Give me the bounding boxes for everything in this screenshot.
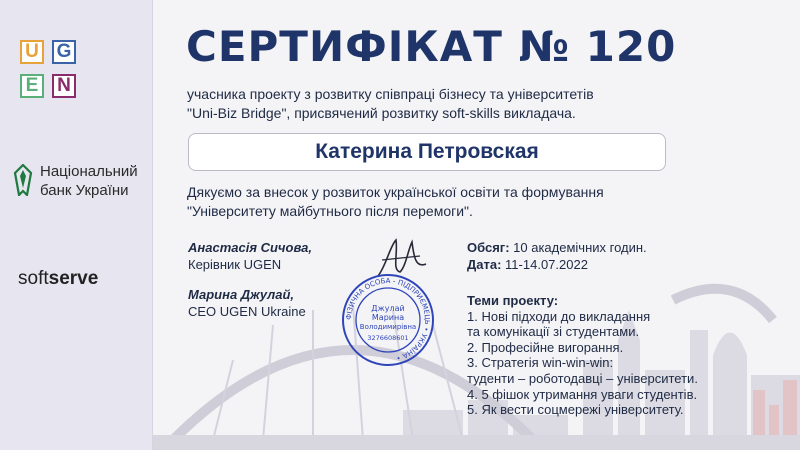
recipient-name: Катерина Петровская — [188, 133, 666, 171]
ugen-logo — [20, 40, 80, 100]
thanks-line-1: Дякуємо за внесок у розвиток української освіти та формування — [187, 184, 604, 200]
ugen-letter-u: U — [20, 40, 44, 64]
description-line-2: "Uni-Biz Bridge", присвячений розвитку soft-skills викладача. — [187, 105, 576, 121]
volume-value: 10 академічних годин. — [513, 240, 647, 255]
topic-line: туденти – роботодавці – університети. — [467, 370, 698, 386]
nbu-line-1: Національний — [40, 163, 138, 180]
ugen-letter-e: E — [20, 74, 44, 98]
date-value: 11-14.07.2022 — [505, 257, 588, 272]
signer-2 — [188, 286, 306, 320]
description-line-1: учасника проекту з розвитку співпраці бізнесу та університетів — [187, 86, 594, 102]
ugen-letter-n: N — [52, 74, 76, 98]
volume-label: Обсяг: — [467, 240, 510, 255]
project-topics — [467, 293, 698, 418]
certificate-title: СЕРТИФІКАТ № 120 — [186, 22, 677, 71]
official-stamp — [340, 272, 436, 368]
stamp-ring-text: ФІЗИЧНА ОСОБА - ПІДПРИЄМЕЦЬ • УКРАЇНА • — [344, 276, 432, 362]
signer-1-name: Анастасія Сичова, — [188, 240, 312, 255]
nbu-emblem-icon — [12, 164, 34, 196]
nbu-line-2: банк України — [40, 182, 129, 199]
signer-1 — [188, 239, 312, 273]
signer-2-name: Марина Джулай, — [188, 287, 295, 302]
stamp-line-2: Марина — [371, 313, 405, 322]
topic-line: 3. Стратегія win-win-win: — [467, 355, 614, 371]
certificate-description — [187, 85, 707, 123]
softserve-logo — [18, 268, 98, 290]
thanks-line-2: "Університету майбутнього після перемоги". — [187, 203, 473, 219]
softserve-bold: serve — [48, 268, 99, 289]
course-date — [467, 256, 588, 273]
topic-line: 2. Професійне вигорання. — [467, 339, 624, 355]
softserve-light: soft — [18, 268, 49, 289]
course-volume — [467, 239, 647, 256]
signer-2-role: CEO UGEN Ukraine — [188, 304, 306, 319]
signer-1-role: Керівник UGEN — [188, 257, 282, 272]
topic-line: 4. 5 фішок утримання уваги студентів. — [467, 386, 698, 402]
thanks-text — [187, 183, 747, 221]
stamp-code: 3276608601 — [367, 334, 409, 342]
nbu-name — [40, 162, 138, 200]
stamp-line-1: Джулай — [371, 304, 405, 313]
nbu-logo — [12, 160, 147, 200]
topic-line: та комунікації зі студентами. — [467, 324, 640, 340]
date-label: Дата: — [467, 257, 502, 272]
topic-line: 5. Як вести соцмережі університету. — [467, 402, 684, 418]
stamp-line-3: Володимирівна — [359, 323, 417, 331]
topics-label: Теми проекту: — [467, 293, 559, 308]
topic-line: 1. Нові підходи до викладання — [467, 308, 651, 324]
ugen-letter-g: G — [52, 40, 76, 64]
